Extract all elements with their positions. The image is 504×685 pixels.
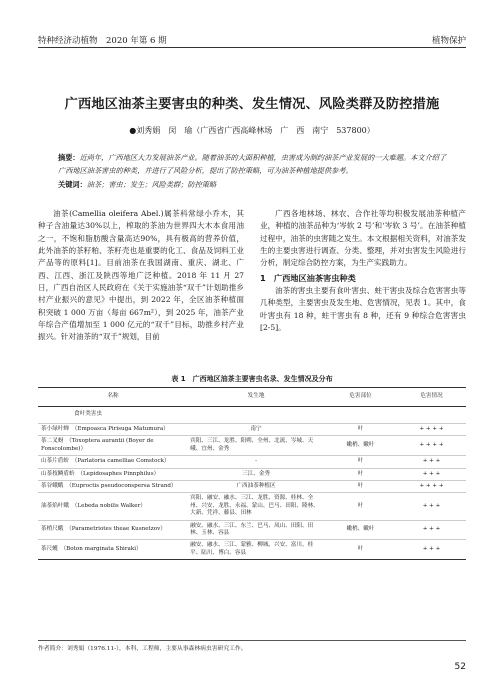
body-column-right bbox=[260, 208, 466, 334]
section-paragraph: 油茶的害虫主要有食叶害虫、蛀干害虫及综合危害害虫等几种类型，主要害虫及发生地、危害情况，见表 1。其中，食叶害虫有 18 种，蛀干害虫有 8 种，还有 9 种综合危害害虫[2-5]。 bbox=[260, 286, 466, 333]
abstract-text: 近尚年，广西地区大力发展油茶产业。随着油茶的大面积种植，虫害成为制约油茶产业发展的一大难题。本文介绍了广西地区油茶害虫的种类，并进行了风险分析，提出了防控策略，可为油茶种植地提供参考。 bbox=[58, 153, 447, 175]
abstract bbox=[58, 152, 452, 177]
pest-severity: + + + + bbox=[397, 424, 466, 436]
category-label: 食叶类害虫 bbox=[38, 407, 466, 424]
table-row bbox=[38, 540, 466, 560]
body-column-left bbox=[38, 208, 244, 344]
table-category-row bbox=[38, 407, 466, 424]
column-header-part: 危害部位 bbox=[324, 388, 397, 407]
section-header: 植物保护 bbox=[431, 36, 466, 46]
intro-paragraph-continued: 广西各地林场、林农、合作社等均积极发展油茶种植产业，种植的油茶品种为‘岑软 2 号’和‘岑软 3 号’。在油茶种植过程中，油茶的虫害随之发生。本文根据相关资料，对油茶发生的主要虫害进行调查、分类、整理，并对虫害发生风险进行分析，制定综合防控方案，为生产实践助力。 bbox=[260, 209, 466, 268]
table-row bbox=[38, 456, 466, 468]
paper-title: 广西地区油茶主要害虫的种类、发生情况、风险类群及防控措施 bbox=[64, 97, 440, 112]
pest-part: 叶 bbox=[324, 456, 397, 468]
section-heading: 1 广西地区油茶害虫种类 bbox=[260, 272, 356, 283]
pest-location: 广西油茶种植区 bbox=[188, 481, 324, 493]
table-row bbox=[38, 481, 466, 493]
pest-severity: + + + bbox=[397, 456, 466, 468]
column-header-severity: 危害情况 bbox=[397, 388, 466, 407]
pest-name: 茶小绿叶蝉 （Empoasca Pirisuga Matumura） bbox=[38, 424, 188, 436]
table-row bbox=[38, 436, 466, 456]
pest-severity: + + + + bbox=[397, 436, 466, 456]
pest-location: 融安、融水、三江、东兰、巴马、凤山、田阳、田林、玉林、容县 bbox=[188, 520, 324, 540]
pest-severity: + + + bbox=[397, 493, 466, 520]
pest-location: 宾阳、三江、龙胜、阳朔、全州、北流、岑城、天峨、宜州、金秀 bbox=[188, 436, 324, 456]
pest-part: 嫩梢、嫩叶 bbox=[324, 520, 397, 540]
table-row bbox=[38, 520, 466, 540]
pest-part: 叶 bbox=[324, 424, 397, 436]
journal-header: 特种经济动植物 2020 年第 6 期 bbox=[38, 36, 167, 46]
pest-location: 南宁 bbox=[188, 424, 324, 436]
pest-part: 叶 bbox=[324, 468, 397, 480]
pest-part: 叶 bbox=[324, 540, 397, 560]
pest-location: - bbox=[188, 456, 324, 468]
pest-name: 山茶枝鳞盾蚧 （Lepidosaphes Pinnphilus） bbox=[38, 468, 188, 480]
table-row bbox=[38, 468, 466, 480]
pest-name: 油茶焰叶蛾 （Lebeda nobilis Walker） bbox=[38, 493, 188, 520]
pest-severity: + + + bbox=[397, 468, 466, 480]
abstract-label: 摘要： bbox=[58, 153, 80, 162]
table-header-row bbox=[38, 388, 466, 407]
keywords-text: 油茶；害虫；发生；风险类群；防控策略 bbox=[86, 180, 217, 189]
pest-part: 叶 bbox=[324, 493, 397, 520]
pest-severity: + + + bbox=[397, 520, 466, 540]
pest-location: 宾阳、融安、融水、三江、龙胜、资源、桂林、全州、兴安、龙胜、永福、蒙山、巴马、田阳、隆林、大新、凭祥、藤县、田林 bbox=[188, 493, 324, 520]
pest-location: 三江、金秀 bbox=[188, 468, 324, 480]
pest-severity: + + + bbox=[397, 540, 466, 560]
page-number: 52 bbox=[454, 662, 466, 672]
pest-table bbox=[38, 387, 466, 560]
pest-name: 山茶片盾蚧 （Parlatoria camelliae Comstock） bbox=[38, 456, 188, 468]
keywords-label: 关键词： bbox=[58, 180, 87, 189]
column-header-name: 名称 bbox=[38, 388, 188, 407]
pest-location: 融安、融水、三江、蒙雅、柳城、兴安、富川、桂平、陆川、博白、容县 bbox=[188, 540, 324, 560]
table-row bbox=[38, 424, 466, 436]
author-footnote: 作者简介：刘秀娟（1976.11-），本科，工程师，主要从事森林病虫害研究工作。 bbox=[38, 646, 247, 652]
table-row bbox=[38, 493, 466, 520]
header-rule bbox=[38, 47, 466, 48]
pest-name: 茶尺蠖 （Boton marginata Shiraki） bbox=[38, 540, 188, 560]
pest-part: 嫩梢、嫩叶 bbox=[324, 436, 397, 456]
pest-name: 茶二叉蚜 （Toxoptera aurantii (Boyer de Fonscolombe)） bbox=[38, 436, 188, 456]
pest-part: 叶 bbox=[324, 481, 397, 493]
author-line: ●刘秀娟 闵 瑜（广西省广西高峰林场 广 西 南宁 537800） bbox=[129, 126, 375, 135]
table-caption: 表 1 广西地区油茶主要害虫名录、发生情况及分布 bbox=[171, 375, 333, 383]
pest-name: 茶梢尺蛾 （Parametriotes theae Kusnetzov） bbox=[38, 520, 188, 540]
intro-paragraph: 油茶(Camellia oleifera Abel.)属茶科常绿小乔木，其种子含油量达30%以上，榨取的茶油为世界四大木本食用油之一，不饱和脂肪酸含量高达90%，具有极高的营养价值，此外油茶的茶籽粕、茶籽壳也是重要的化工、食品及饲料工业产品等的原料[1]。目前油茶在我国湖南、重庆、湖北、广西、江西、浙江及陕西等地广泛种植。2018 年 11 月 27 日，广西自治区人民政府在《关于实施油茶“双千”计划助推乡村产业振兴的意见》中提出，到 2022 年，全区油茶种植面积突破 1 000 万亩（每亩 667m²），到 2025 年，油茶产业年综合产值增加至 1 000 亿元的“双千”目标，助推乡村产业振兴。针对油茶的“双千”规划，目前 bbox=[38, 209, 244, 342]
footnote-rule bbox=[38, 640, 466, 641]
column-header-location: 发生地 bbox=[188, 388, 324, 407]
pest-severity: + + + + bbox=[397, 481, 466, 493]
keywords bbox=[58, 180, 452, 190]
pest-name: 茶谷蛾蛾 （Euproctis pseudoconspersa Strand） bbox=[38, 481, 188, 493]
